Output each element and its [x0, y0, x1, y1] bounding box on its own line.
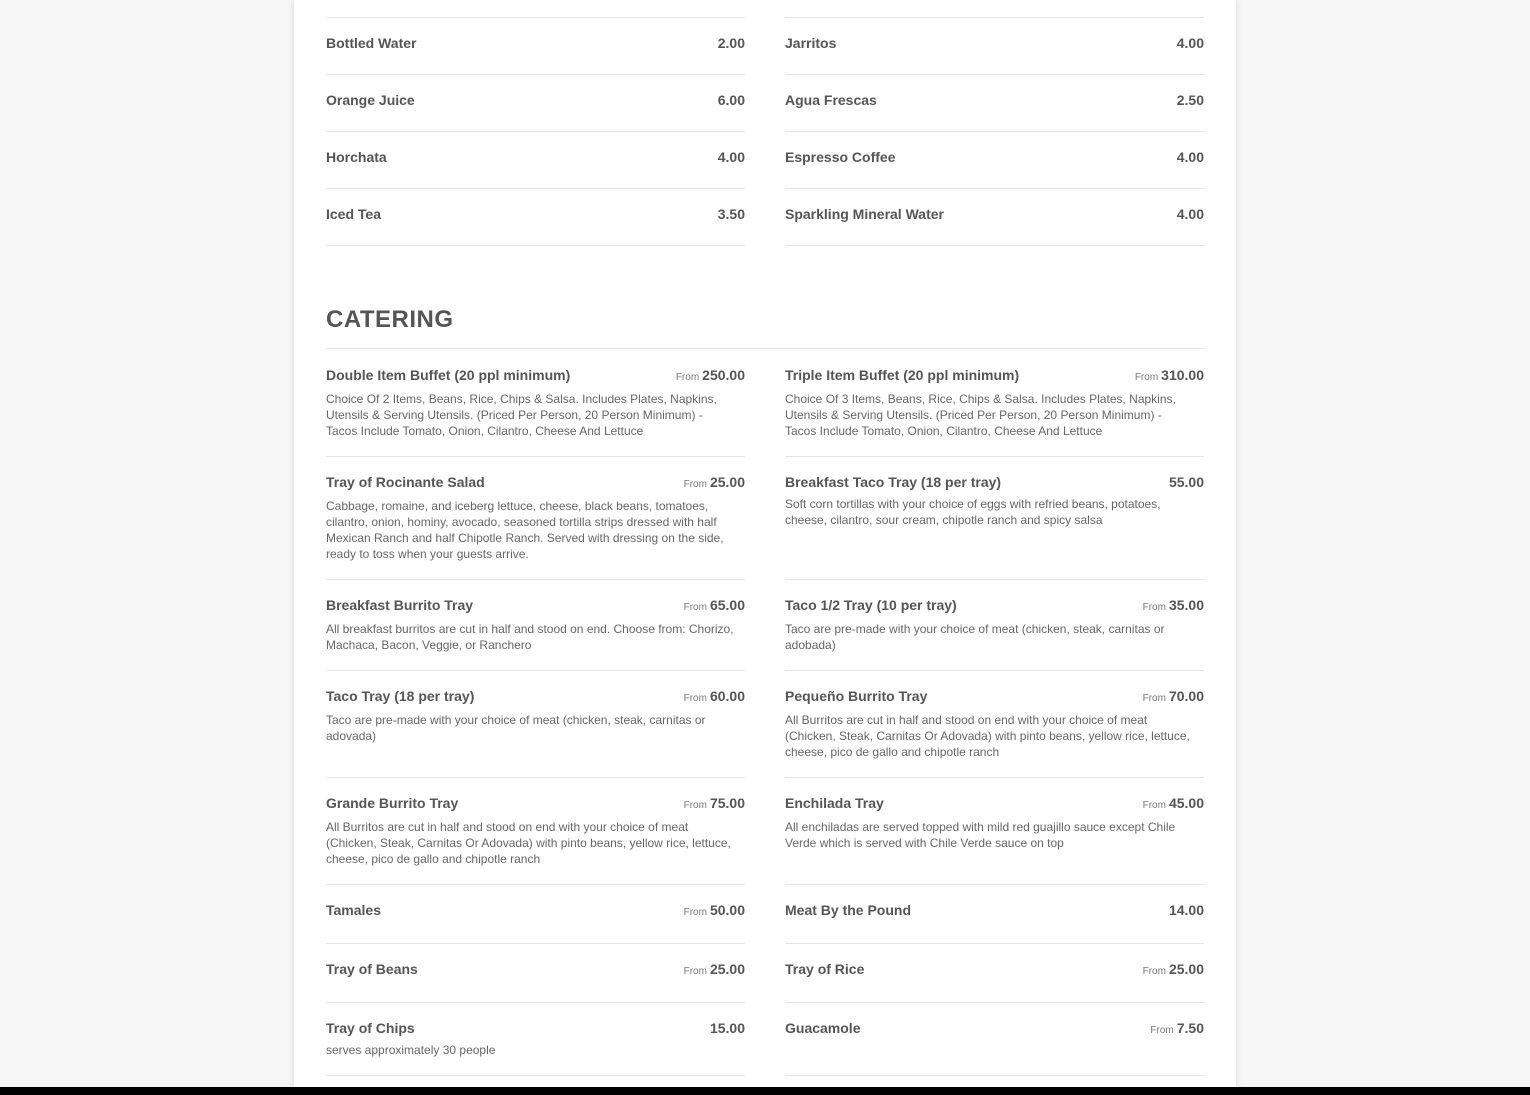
item-name: Tamales — [326, 902, 381, 918]
from-label: From — [675, 372, 700, 383]
item-price: 55.00 — [1168, 474, 1204, 490]
item-price: 65.00 — [709, 597, 745, 613]
item-name: Guacamole — [785, 1020, 861, 1036]
item-price: 50.00 — [709, 902, 745, 918]
item-name: Pequeño Burrito Tray — [785, 688, 928, 704]
menu-item[interactable] — [785, 91, 1204, 132]
from-label: From — [1134, 372, 1159, 383]
menu-item[interactable] — [785, 473, 1204, 580]
item-name: Tray of Beans — [326, 961, 418, 977]
from-label: From — [1142, 966, 1166, 977]
item-price: 70.00 — [1168, 688, 1204, 704]
item-price: 4.00 — [717, 149, 745, 165]
from-label: From — [683, 693, 707, 704]
item-name: Grande Burrito Tray — [326, 795, 459, 811]
item-name: Breakfast Burrito Tray — [326, 597, 474, 613]
item-name: Jarritos — [785, 35, 837, 51]
from-label: From — [683, 602, 707, 613]
section-title-catering: CATERING — [326, 306, 454, 333]
item-price: 35.00 — [1168, 597, 1204, 613]
menu-item[interactable] — [785, 960, 1204, 1003]
item-name: Taco Tray (18 per tray) — [326, 688, 475, 704]
item-price: 310.00 — [1161, 367, 1204, 383]
item-price: 75.00 — [709, 795, 745, 811]
item-price: 4.00 — [1176, 206, 1204, 222]
menu-item[interactable] — [785, 366, 1204, 457]
menu-item[interactable] — [326, 205, 745, 246]
item-price: 4.00 — [1176, 149, 1204, 165]
bottom-bar — [0, 1087, 1530, 1095]
item-name: Enchilada Tray — [785, 795, 884, 811]
menu-item[interactable] — [785, 205, 1204, 246]
from-label: From — [683, 479, 707, 490]
from-label: From — [683, 800, 707, 811]
item-price: 3.50 — [717, 206, 745, 222]
item-name: Meat By the Pound — [785, 902, 912, 918]
menu-card — [294, 0, 1236, 1087]
from-label: From — [683, 966, 707, 977]
item-price: 45.00 — [1168, 795, 1204, 811]
item-price: 25.00 — [709, 474, 745, 490]
item-description: Soft corn tortillas with your choice of eggs with refried beans, potatoes, cheese, cilantro, sour cream, chipotle ranch and spicy salsa — [785, 497, 1161, 527]
item-name: Tray of Chips — [326, 1020, 415, 1036]
item-name: Double Item Buffet (20 ppl minimum) — [326, 367, 571, 383]
menu-item[interactable] — [326, 34, 745, 75]
item-price: 60.00 — [709, 688, 745, 704]
menu-item[interactable] — [326, 794, 745, 885]
item-name: Horchata — [326, 149, 387, 165]
menu-item[interactable] — [326, 960, 745, 1003]
item-name: Triple Item Buffet (20 ppl minimum) — [785, 367, 1020, 383]
menu-item[interactable] — [326, 687, 745, 778]
divider — [326, 17, 745, 18]
menu-item[interactable] — [326, 596, 745, 671]
divider — [785, 17, 1204, 18]
item-name: Espresso Coffee — [785, 149, 896, 165]
menu-item[interactable] — [326, 366, 745, 457]
menu-item[interactable] — [785, 1019, 1204, 1076]
menu-item[interactable] — [785, 34, 1204, 75]
item-description: serves approximately 30 people — [326, 1043, 496, 1057]
item-name: Breakfast Taco Tray (18 per tray) — [785, 474, 1002, 490]
section-divider — [326, 348, 1204, 349]
from-label: From — [683, 907, 707, 918]
from-label: From — [1142, 800, 1166, 811]
item-description: Choice Of 3 Items, Beans, Rice, Chips & Salsa. Includes Plates, Napkins, Utensils & Serving Utensils. (Priced Per Person, 20 Person Minimum) - Tacos Include Tomato, Onion, Cilantro, Cheese And Lettuce — [785, 392, 1176, 438]
item-price: 14.00 — [1168, 902, 1204, 918]
from-label: From — [1150, 1025, 1174, 1036]
from-label: From — [1142, 693, 1166, 704]
item-description: All enchiladas are served topped with mild red guajillo sauce except Chile Verde which is served with Chile Verde sauce on top — [785, 820, 1176, 850]
menu-item[interactable] — [785, 148, 1204, 189]
item-price: 7.50 — [1176, 1020, 1204, 1036]
item-price: 2.00 — [717, 35, 745, 51]
menu-item[interactable] — [326, 473, 745, 580]
item-description: All Burritos are cut in half and stood on end with your choice of meat (Chicken, Steak, Carnitas Or Adovada) with pinto beans, yellow rice, lettuce, cheese, pico de gallo and chipotle ranch — [785, 713, 1190, 759]
item-price: 250.00 — [702, 367, 745, 383]
item-name: Orange Juice — [326, 92, 415, 108]
item-description: Choice Of 2 Items, Beans, Rice, Chips & Salsa. Includes Plates, Napkins, Utensils & Serving Utensils. (Priced Per Person, 20 Person Minimum) - Tacos Include Tomato, Onion, Cilantro, Cheese And Lettuce — [326, 392, 717, 438]
item-name: Taco 1/2 Tray (10 per tray) — [785, 597, 957, 613]
menu-item[interactable] — [326, 91, 745, 132]
item-price: 25.00 — [709, 961, 745, 977]
item-name: Sparkling Mineral Water — [785, 206, 944, 222]
item-price: 4.00 — [1176, 35, 1204, 51]
item-description: Taco are pre-made with your choice of meat (chicken, steak, carnitas or adobada) — [785, 622, 1165, 652]
item-description: All Burritos are cut in half and stood on end with your choice of meat (Chicken, Steak, Carnitas Or Adovada) with pinto beans, yellow rice, lettuce, cheese, pico de gallo and chipotle ranch — [326, 820, 731, 866]
from-label: From — [1142, 602, 1166, 613]
item-price: 2.50 — [1176, 92, 1204, 108]
item-price: 6.00 — [717, 92, 745, 108]
menu-item[interactable] — [785, 794, 1204, 885]
menu-item[interactable] — [785, 901, 1204, 944]
item-description: Taco are pre-made with your choice of meat (chicken, steak, carnitas or adovada) — [326, 713, 706, 743]
item-price: 25.00 — [1168, 961, 1204, 977]
item-price: 15.00 — [709, 1020, 745, 1036]
menu-item[interactable] — [326, 148, 745, 189]
item-name: Bottled Water — [326, 35, 417, 51]
menu-item[interactable] — [785, 596, 1204, 671]
item-name: Iced Tea — [326, 206, 381, 222]
item-name: Tray of Rice — [785, 961, 865, 977]
item-description: Cabbage, romaine, and iceberg lettuce, cheese, black beans, tomatoes, cilantro, onion, hominy, avocado, seasoned tortilla strips dressed with half Mexican Ranch and half Chipotle Ranch. Served with dressing on the side, ready to toss when your guests arrive. — [326, 499, 724, 561]
menu-item[interactable] — [785, 687, 1204, 778]
item-description: All breakfast burritos are cut in half and stood on end. Choose from: Chorizo, Machaca, Bacon, Veggie, or Ranchero — [326, 622, 734, 652]
item-name: Tray of Rocinante Salad — [326, 474, 485, 490]
menu-item[interactable] — [326, 1019, 745, 1076]
menu-item[interactable] — [326, 901, 745, 944]
item-name: Agua Frescas — [785, 92, 877, 108]
